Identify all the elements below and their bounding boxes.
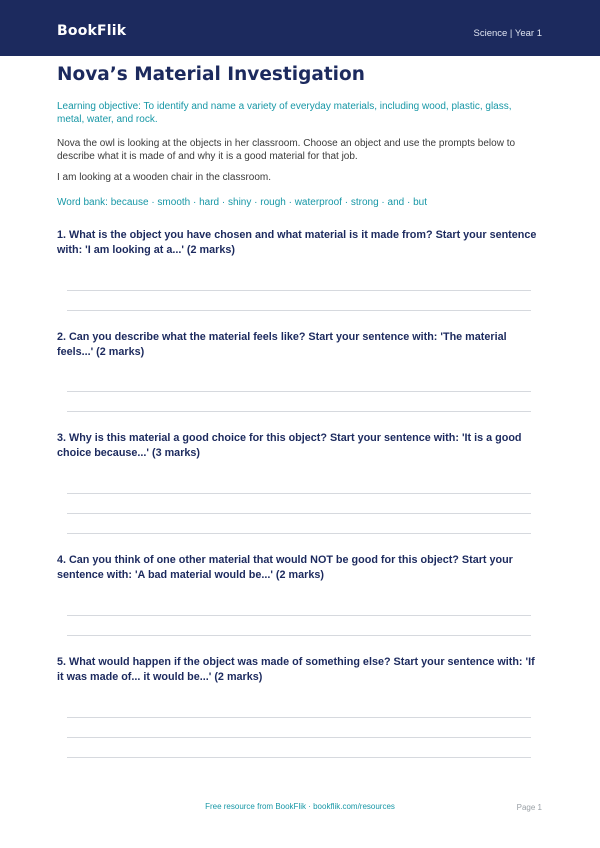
- answer-line-5-1[interactable]: [67, 717, 531, 718]
- answer-line-1-1[interactable]: [67, 290, 531, 291]
- page-header: [0, 0, 600, 56]
- intro-paragraph: Nova the owl is looking at the objects in her classroom. Choose an object and use the prompts below to describe what it is made of and why it is a good material for that job.: [57, 138, 516, 162]
- answer-line-2-1[interactable]: [67, 391, 531, 392]
- learning-objective: Learning objective: To identify and name a variety of everyday materials, including wood, plastic, glass, metal, water, and rock.: [57, 101, 512, 125]
- answer-line-5-3[interactable]: [67, 757, 531, 758]
- answer-line-3-1[interactable]: [67, 493, 531, 494]
- question-1: 1. What is the object you have chosen and what material is it made from? Start your sentence with: 'I am looking at a...' (2 marks): [57, 229, 537, 256]
- answer-line-3-2[interactable]: [67, 513, 531, 514]
- question-5: 5. What would happen if the object was made of something else? Start your sentence with: 'If it was made of... it would be...' (2 marks): [57, 656, 535, 683]
- subject-year-label: Science | Year 1: [473, 28, 542, 39]
- page-number: Page 1: [516, 803, 542, 812]
- brand-logo-text: BookFlik: [57, 23, 127, 39]
- footer-resource-link[interactable]: Free resource from BookFlik · bookflik.com/resources: [205, 802, 395, 811]
- answer-line-1-2[interactable]: [67, 310, 531, 311]
- question-4: 4. Can you think of one other material that would NOT be good for this object? Start your sentence with: 'A bad material would be...' (2 marks): [57, 554, 513, 581]
- answer-line-3-3[interactable]: [67, 533, 531, 534]
- worksheet-title: Nova’s Material Investigation: [57, 64, 365, 85]
- example-sentence: I am looking at a wooden chair in the classroom.: [57, 172, 271, 183]
- question-2: 2. Can you describe what the material feels like? Start your sentence with: 'The material feels...' (2 marks): [57, 331, 507, 358]
- answer-line-4-2[interactable]: [67, 635, 531, 636]
- answer-line-4-1[interactable]: [67, 615, 531, 616]
- answer-line-5-2[interactable]: [67, 737, 531, 738]
- word-bank: Word bank: because · smooth · hard · shiny · rough · waterproof · strong · and · but: [57, 197, 427, 208]
- answer-line-2-2[interactable]: [67, 411, 531, 412]
- question-3: 3. Why is this material a good choice for this object? Start your sentence with: 'It is a good choice because...' (3 marks): [57, 432, 522, 459]
